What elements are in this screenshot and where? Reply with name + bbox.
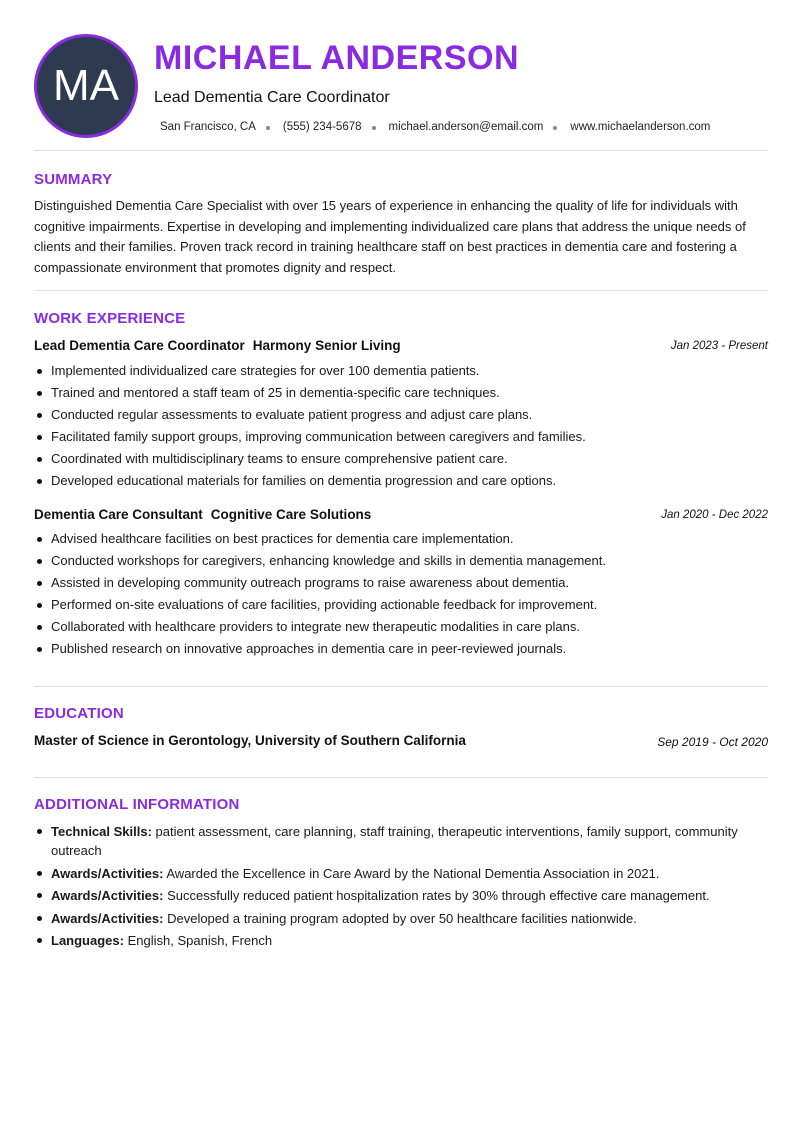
avatar bbox=[34, 34, 138, 138]
avatar-initials: MA bbox=[53, 61, 119, 110]
list-item: Conducted regular assessments to evaluate patient progress and adjust care plans. bbox=[34, 404, 768, 426]
additional-info-heading: ADDITIONAL INFORMATION bbox=[34, 796, 240, 813]
contact-location: San Francisco, CA bbox=[160, 121, 256, 133]
job-dates: Jan 2023 - Present bbox=[670, 340, 768, 352]
info-text: patient assessment, care planning, staff training, therapeutic interventions, family support, community outreach bbox=[51, 824, 738, 858]
info-text: English, Spanish, French bbox=[127, 933, 273, 948]
list-item: Trained and mentored a staff team of 25 in dementia-specific care techniques. bbox=[34, 382, 768, 404]
job-bullets bbox=[34, 528, 768, 661]
contact-email[interactable]: michael.anderson@email.com bbox=[388, 121, 544, 133]
job-header bbox=[34, 338, 768, 356]
contact-phone: (555) 234-5678 bbox=[282, 121, 362, 133]
list-item: Assisted in developing community outreach programs to raise awareness about dementia. bbox=[34, 572, 768, 594]
job-role: Dementia Care Consultant bbox=[34, 507, 203, 522]
job-company: Cognitive Care Solutions bbox=[210, 507, 372, 522]
job-role: Lead Dementia Care Coordinator bbox=[34, 338, 245, 353]
list-item bbox=[34, 886, 768, 905]
separator-dot bbox=[553, 126, 557, 130]
contact-line bbox=[160, 121, 710, 133]
list-item: Published research on innovative approaches in dementia care in peer-reviewed journals. bbox=[34, 638, 768, 660]
list-item: Coordinated with multidisciplinary teams to ensure comprehensive patient care. bbox=[34, 448, 768, 470]
candidate-title: Lead Dementia Care Coordinator bbox=[154, 89, 390, 106]
additional-info-list bbox=[34, 822, 768, 954]
summary-heading: SUMMARY bbox=[34, 171, 113, 188]
info-label: Technical Skills: bbox=[51, 824, 152, 839]
list-item: Implemented individualized care strategies for over 100 dementia patients. bbox=[34, 360, 768, 382]
section-divider bbox=[34, 290, 768, 291]
info-label: Languages: bbox=[51, 933, 124, 948]
info-label: Awards/Activities: bbox=[51, 910, 164, 926]
info-label: Awards/Activities: bbox=[51, 865, 164, 881]
resume-header bbox=[34, 34, 768, 138]
info-text: Awarded the Excellence in Care Award by the National Dementia Association in 2021. bbox=[166, 865, 660, 881]
job-header bbox=[34, 507, 768, 525]
list-item: Performed on-site evaluations of care facilities, providing actionable feedback for improvement. bbox=[34, 594, 768, 616]
list-item: Collaborated with healthcare providers to integrate new therapeutic modalities in care plans. bbox=[34, 616, 768, 638]
list-item: Facilitated family support groups, improving communication between caregivers and families. bbox=[34, 426, 768, 448]
separator-dot bbox=[372, 126, 376, 130]
list-item: Conducted workshops for caregivers, enhancing knowledge and skills in dementia management. bbox=[34, 550, 768, 572]
list-item: Advised healthcare facilities on best practices for dementia care implementation. bbox=[34, 528, 768, 550]
job-title-line bbox=[34, 507, 768, 522]
list-item bbox=[34, 931, 768, 950]
education-dates: Sep 2019 - Oct 2020 bbox=[657, 735, 768, 749]
section-divider bbox=[34, 777, 768, 778]
list-item: Developed educational materials for families on dementia progression and care options. bbox=[34, 470, 768, 492]
info-text: Developed a training program adopted by over 50 healthcare facilities nationwide. bbox=[167, 910, 637, 926]
info-text: Successfully reduced patient hospitalization rates by 30% through effective care management. bbox=[167, 888, 710, 903]
job-dates: Jan 2020 - Dec 2022 bbox=[661, 509, 768, 521]
candidate-name: MICHAEL ANDERSON bbox=[154, 39, 520, 77]
separator-dot bbox=[266, 126, 270, 130]
job-title-line bbox=[34, 338, 768, 353]
info-label: Awards/Activities: bbox=[51, 888, 164, 903]
list-item bbox=[34, 864, 768, 883]
education-entry bbox=[34, 733, 768, 751]
section-divider bbox=[34, 686, 768, 687]
education-degree: Master of Science in Gerontology, University of Southern California bbox=[34, 733, 466, 748]
job-bullets bbox=[34, 360, 768, 493]
list-item bbox=[34, 909, 768, 928]
section-divider bbox=[34, 150, 768, 151]
education-heading: EDUCATION bbox=[34, 705, 124, 722]
job-company: Harmony Senior Living bbox=[252, 338, 401, 353]
work-experience-heading: WORK EXPERIENCE bbox=[34, 310, 186, 327]
summary-text: Distinguished Dementia Care Specialist with over 15 years of experience in enhancing the quality of life for individuals with cognitive impairments. Expertise in developing and implementing individualized care plans that address the unique needs of clients and their families. Proven track record in training healthcare staff on best practices in dementia care and fostering a compassionate environment that promotes dignity and respect. bbox=[34, 198, 746, 275]
list-item bbox=[34, 822, 768, 860]
contact-website[interactable]: www.michaelanderson.com bbox=[570, 121, 711, 133]
